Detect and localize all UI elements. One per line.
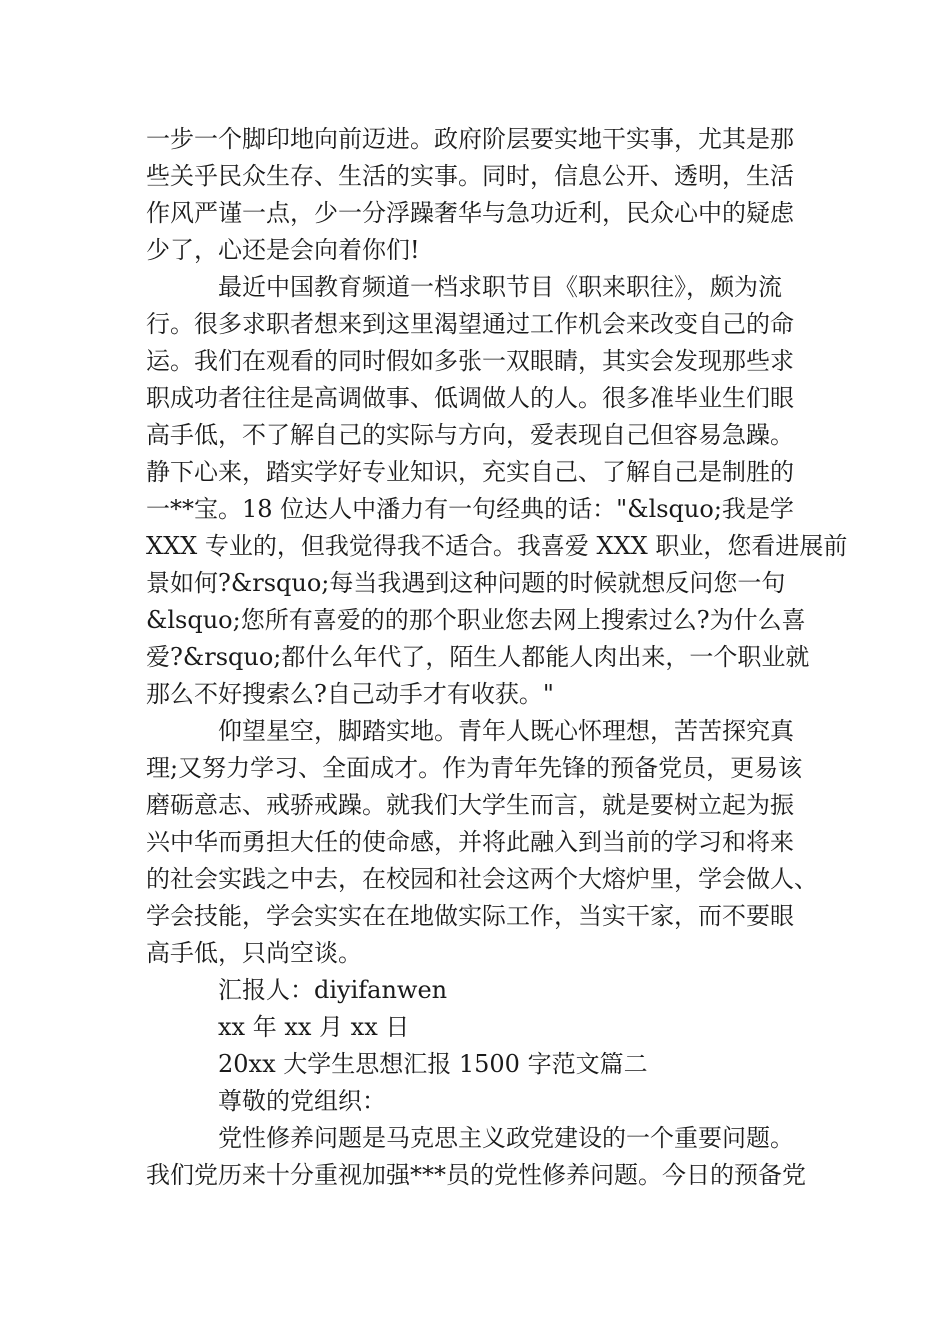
text-line: 爱?&rsquo;都什么年代了，陌生人都能人肉出来，一个职业就	[146, 643, 810, 671]
text-line: 的社会实践之中去，在校园和社会这两个大熔炉里，学会做人、	[146, 865, 818, 893]
reporter-line: 汇报人：diyifanwen	[218, 976, 448, 1004]
text-line: 磨砺意志、戒骄戒躁。就我们大学生而言，就是要树立起为振	[146, 791, 794, 819]
text-line: 行。很多求职者想来到这里渴望通过工作机会来改变自己的命	[146, 310, 794, 338]
text-line: 少了，心还是会向着你们!	[146, 236, 420, 264]
text-line: 学会技能，学会实实在在地做实际工作，当实干家，而不要眼	[146, 902, 794, 930]
text-line: XXX 专业的，但我觉得我不适合。我喜爱 XXX 职业，您看进展前	[146, 532, 848, 560]
paragraph-stars-feet	[146, 713, 818, 972]
text-line: 理;又努力学习、全面成才。作为青年先锋的预备党员，更易该	[146, 754, 803, 782]
text-line: 运。我们在观看的同时假如多张一双眼睛，其实会发现那些求	[146, 347, 794, 375]
text-line: 景如何?&rsquo;每当我遇到这种问题的时候就想反问您一句	[146, 569, 786, 597]
paragraph-job-show	[146, 269, 848, 713]
text-line: 我们党历来十分重视加强***员的党性修养问题。今日的预备党	[146, 1161, 806, 1189]
text-line: 那么不好搜索么?自己动手才有收获。"	[146, 680, 554, 708]
text-line: 些关乎民众生存、生活的实事。同时，信息公开、透明，生活	[146, 162, 794, 190]
text-line: 仰望星空，脚踏实地。青年人既心怀理想，苦苦探究真	[218, 717, 794, 745]
signature-block	[146, 972, 806, 1046]
text-line: &lsquo;您所有喜爱的的那个职业您去网上搜索过么?为什么喜	[146, 606, 806, 634]
text-line: 最近中国教育频道一档求职节目《职来职往》，颇为流	[218, 273, 782, 301]
text-line: 一步一个脚印地向前迈进。政府阶层要实地干实事，尤其是那	[146, 125, 794, 153]
date-line: xx 年 xx 月 xx 日	[218, 1013, 410, 1041]
text-line: 职成功者往往是高调做事、低调做人的人。很多准毕业生们眼	[146, 384, 794, 412]
paragraph-party-spirit	[146, 1120, 806, 1194]
paragraph-continuation	[146, 121, 806, 269]
text-line: 高手低，不了解自己的实际与方向，爱表现自己但容易急躁。	[146, 421, 794, 449]
text-line: 高手低，只尚空谈。	[146, 939, 362, 967]
text-line: 静下心来，踏实学好专业知识，充实自己、了解自己是制胜的	[146, 458, 794, 486]
salutation: 尊敬的党组织：	[218, 1087, 386, 1115]
document-body	[146, 121, 848, 1194]
text-line: 一**宝。18 位达人中潘力有一句经典的话："&lsquo;我是学	[146, 495, 794, 523]
text-line: 兴中华而勇担大任的使命感，并将此融入到当前的学习和将来	[146, 828, 794, 856]
section-title: 20xx 大学生思想汇报 1500 字范文篇二	[218, 1050, 648, 1078]
text-line: 作风严谨一点，少一分浮躁奢华与急功近利，民众心中的疑虑	[146, 199, 794, 227]
text-line: 党性修养问题是马克思主义政党建设的一个重要问题。	[218, 1124, 794, 1152]
section-heading	[146, 1046, 806, 1120]
